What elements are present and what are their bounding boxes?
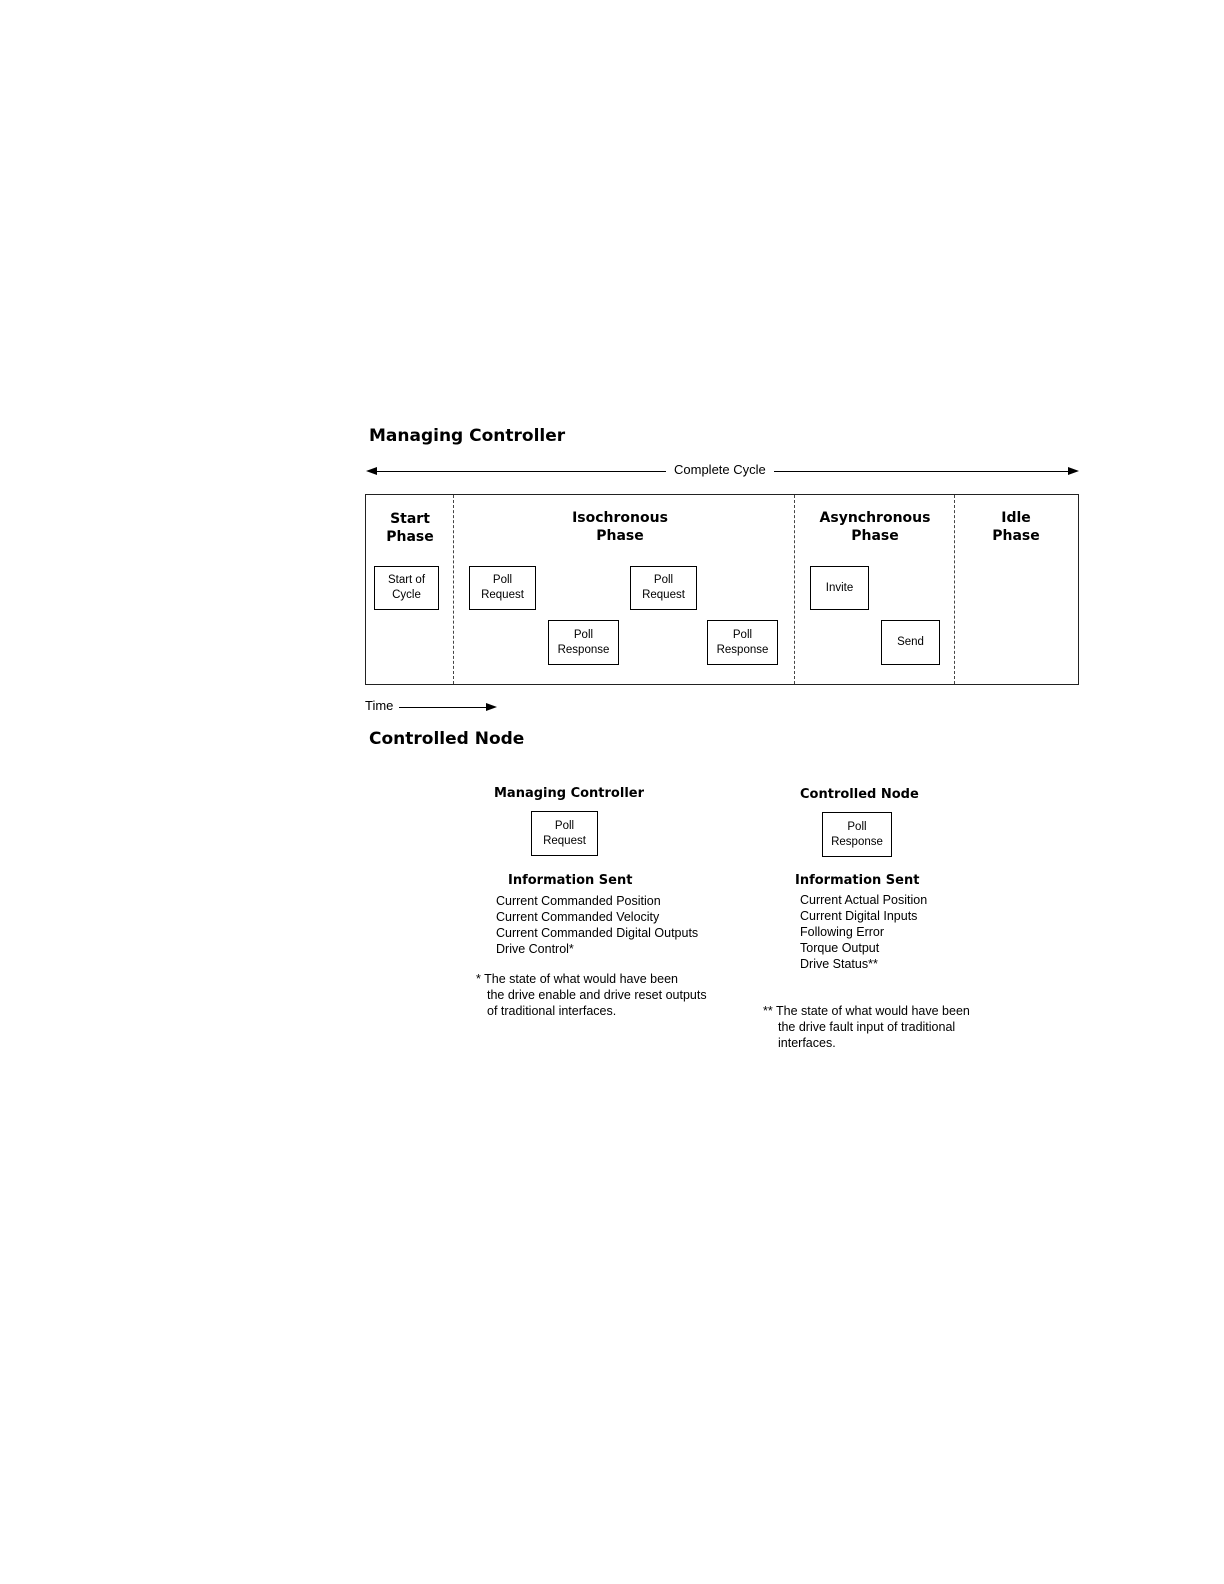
cn-detail-heading: Controlled Node — [800, 787, 919, 802]
mc-footnote: * The state of what would have been the drive enable and drive reset outputs of traditional interfaces. — [476, 972, 707, 1018]
poll-response-box: Poll Response — [707, 620, 778, 665]
time-arrow-line — [399, 707, 487, 708]
list-item: Following Error — [800, 925, 885, 939]
complete-cycle-label: Complete Cycle — [666, 462, 774, 477]
asynchronous-phase-title: Asynchronous Phase — [819, 510, 931, 544]
poll-request-box: Poll Request — [469, 566, 536, 610]
mc-info-list — [496, 893, 698, 957]
poll-response-box: Poll Response — [548, 620, 619, 665]
list-item: Current Digital Inputs — [800, 909, 918, 923]
list-item: Current Commanded Position — [496, 894, 661, 908]
mc-info-heading: Information Sent — [508, 873, 633, 888]
cn-info-heading: Information Sent — [795, 873, 920, 888]
isochronous-phase-title: Isochronous Phase — [572, 510, 668, 544]
mc-poll-request-box: Poll Request — [531, 811, 598, 856]
start-phase-title: Start Phase — [386, 511, 434, 545]
list-item: Drive Control* — [496, 942, 574, 956]
cn-poll-response-box: Poll Response — [822, 812, 892, 857]
time-label: Time — [365, 698, 394, 713]
list-item: Current Actual Position — [800, 893, 928, 907]
list-item: Current Commanded Digital Outputs — [496, 926, 699, 940]
idle-phase-title: Idle Phase — [992, 510, 1040, 544]
controlled-node-title: Controlled Node — [369, 729, 525, 749]
send-box: Send — [881, 620, 940, 665]
managing-controller-title: Managing Controller — [369, 426, 566, 446]
list-item: Drive Status** — [800, 957, 878, 971]
list-item: Current Commanded Velocity — [496, 910, 660, 924]
start-of-cycle-box: Start of Cycle — [374, 566, 439, 610]
poll-request-box: Poll Request — [630, 566, 697, 610]
list-item: Torque Output — [800, 941, 880, 955]
cn-footnote: ** The state of what would have been the drive fault input of traditional interfaces. — [763, 1004, 970, 1050]
invite-box: Invite — [810, 566, 869, 610]
time-arrow-head — [486, 703, 497, 711]
mc-detail-heading: Managing Controller — [494, 786, 645, 801]
cycle-arrow-right-head — [1068, 467, 1079, 475]
cn-info-list — [800, 892, 927, 972]
